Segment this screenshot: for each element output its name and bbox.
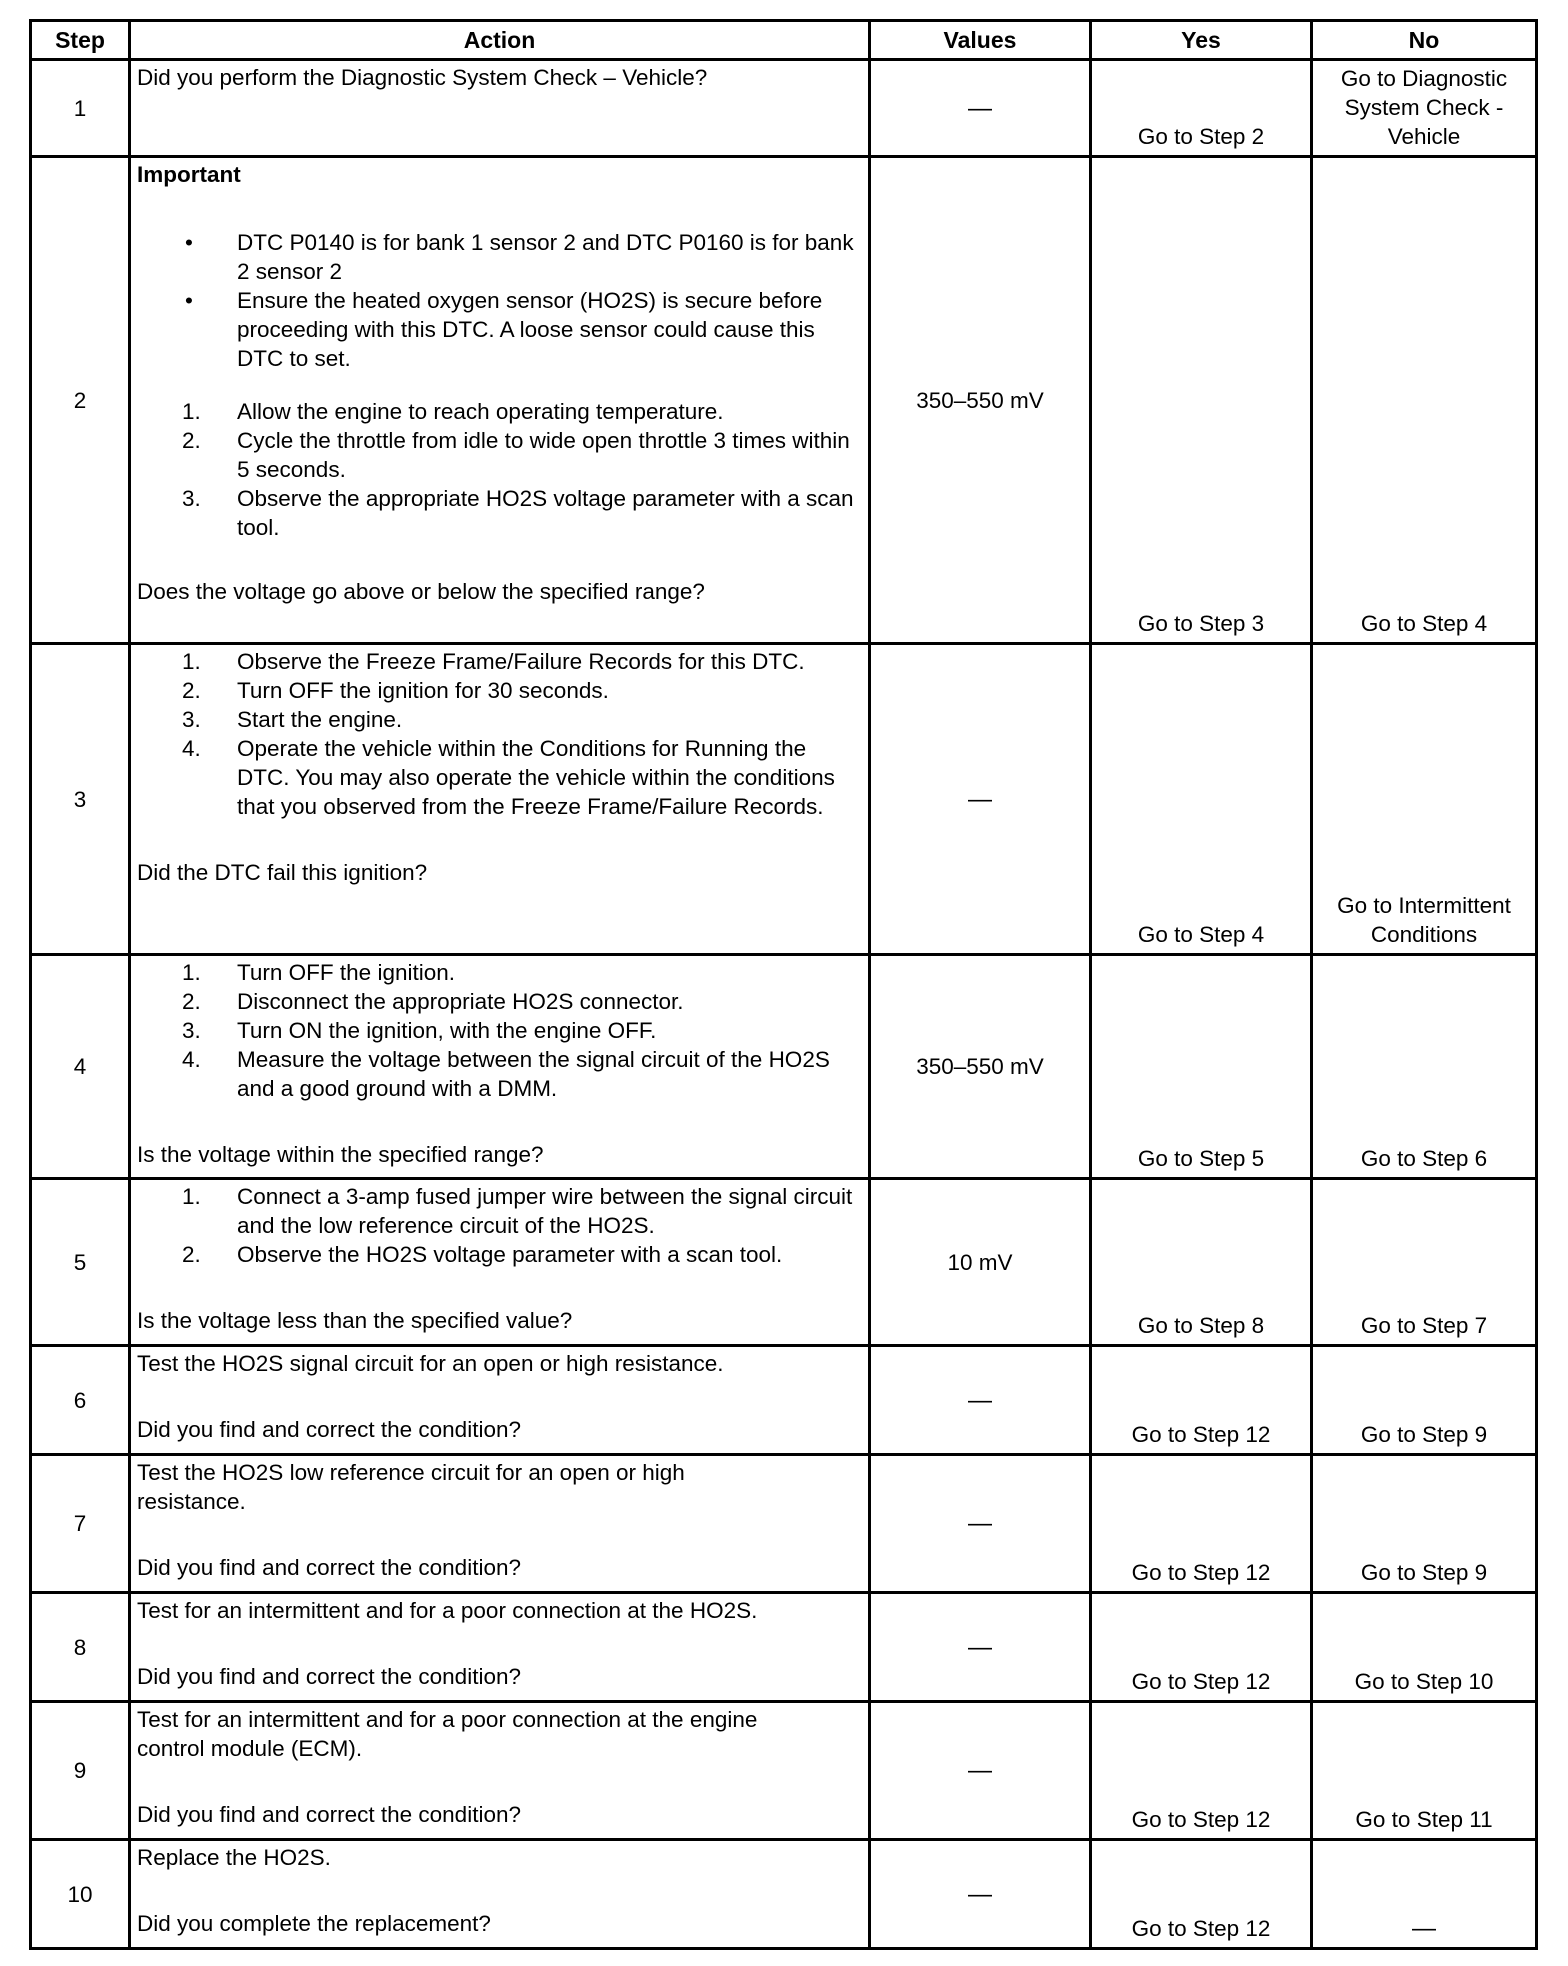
- yes-cell: Go to Step 8: [1091, 1179, 1312, 1346]
- no-cell: Go to Step 11: [1312, 1702, 1537, 1840]
- value-cell: —: [870, 1840, 1091, 1949]
- no-cell: Go to Step 10: [1312, 1593, 1537, 1702]
- action-cell: [130, 60, 870, 157]
- table-row: [31, 1840, 1537, 1949]
- value-cell: —: [870, 1593, 1091, 1702]
- yes-cell: Go to Step 12: [1091, 1840, 1312, 1949]
- no-cell: Go to Step 7: [1312, 1179, 1537, 1346]
- important-heading: Important: [137, 162, 241, 187]
- action-cell: [130, 1455, 870, 1593]
- no-cell: Go to Step 9: [1312, 1455, 1537, 1593]
- header-step: Step: [31, 21, 130, 60]
- list-item: 4. Operate the vehicle within the Conditions for Running the DTC. You may also operate the vehicle within the conditions that you observed from the Freeze Frame/Failure Records.: [182, 736, 835, 819]
- action-text: Replace the HO2S.: [137, 1845, 331, 1870]
- table-row: [31, 1702, 1537, 1840]
- step-number: 8: [31, 1593, 130, 1702]
- yes-cell: Go to Step 2: [1091, 60, 1312, 157]
- question-text: Did you find and correct the condition?: [137, 1664, 521, 1689]
- yes-cell: Go to Step 5: [1091, 955, 1312, 1179]
- list-item: • DTC P0140 is for bank 1 sensor 2 and DTC P0160 is for bank 2 sensor 2: [185, 230, 854, 284]
- value-cell: 10 mV: [870, 1179, 1091, 1346]
- action-text: Did you perform the Diagnostic System Check – Vehicle?: [137, 65, 708, 90]
- list-item: 3. Observe the appropriate HO2S voltage parameter with a scan tool.: [182, 486, 854, 540]
- no-cell: Go to Intermittent Conditions: [1312, 644, 1537, 955]
- action-cell: [130, 1840, 870, 1949]
- question-text: Is the voltage less than the specified value?: [137, 1308, 573, 1333]
- yes-cell: Go to Step 4: [1091, 644, 1312, 955]
- action-text: Test the HO2S low reference circuit for an open or high resistance.: [137, 1460, 685, 1514]
- table-row: [31, 1455, 1537, 1593]
- procedure-list: [137, 958, 862, 1103]
- question-text: Is the voltage within the specified range?: [137, 1142, 544, 1167]
- step-number: 6: [31, 1346, 130, 1455]
- header-no: No: [1312, 21, 1537, 60]
- table-row: [31, 1593, 1537, 1702]
- action-cell: [130, 1179, 870, 1346]
- question-text: Does the voltage go above or below the specified range?: [137, 579, 705, 604]
- procedure-list: [137, 1182, 862, 1269]
- action-cell: [130, 157, 870, 644]
- step-number: 5: [31, 1179, 130, 1346]
- header-row: [31, 21, 1537, 60]
- action-cell: [130, 955, 870, 1179]
- header-values: Values: [870, 21, 1091, 60]
- action-cell: [130, 1702, 870, 1840]
- no-cell: Go to Step 9: [1312, 1346, 1537, 1455]
- table-row: [31, 1179, 1537, 1346]
- list-item: 1. Connect a 3-amp fused jumper wire between the signal circuit and the low reference circuit of the HO2S.: [182, 1184, 853, 1238]
- list-item: 2. Turn OFF the ignition for 30 seconds.: [182, 678, 609, 703]
- list-item: 2. Disconnect the appropriate HO2S connector.: [182, 989, 684, 1014]
- step-number: 4: [31, 955, 130, 1179]
- list-item: • Ensure the heated oxygen sensor (HO2S) is secure before proceeding with this DTC. A loose sensor could cause this DTC to set.: [185, 288, 823, 371]
- question-text: Did you find and correct the condition?: [137, 1417, 521, 1442]
- yes-cell: Go to Step 12: [1091, 1593, 1312, 1702]
- action-text: Test the HO2S signal circuit for an open or high resistance.: [137, 1351, 724, 1376]
- value-cell: —: [870, 644, 1091, 955]
- header-action: Action: [130, 21, 870, 60]
- action-cell: [130, 644, 870, 955]
- list-item: 3. Start the engine.: [182, 707, 403, 732]
- question-text: Did you find and correct the condition?: [137, 1555, 521, 1580]
- procedure-list: [137, 397, 862, 542]
- yes-cell: Go to Step 12: [1091, 1455, 1312, 1593]
- value-cell: —: [870, 1702, 1091, 1840]
- step-number: 9: [31, 1702, 130, 1840]
- value-cell: 350–550 mV: [870, 157, 1091, 644]
- list-item: 1. Observe the Freeze Frame/Failure Records for this DTC.: [182, 649, 805, 674]
- no-cell: Go to Step 6: [1312, 955, 1537, 1179]
- step-number: 1: [31, 60, 130, 157]
- table-row: [31, 60, 1537, 157]
- value-cell: 350–550 mV: [870, 955, 1091, 1179]
- no-cell: Go to Diagnostic System Check - Vehicle: [1312, 60, 1537, 157]
- procedure-list: [137, 647, 862, 821]
- action-cell: [130, 1346, 870, 1455]
- table-row: [31, 644, 1537, 955]
- list-item: 2. Cycle the throttle from idle to wide open throttle 3 times within 5 seconds.: [182, 428, 850, 482]
- step-number: 2: [31, 157, 130, 644]
- value-cell: —: [870, 60, 1091, 157]
- step-number: 10: [31, 1840, 130, 1949]
- important-bullets: [137, 228, 862, 373]
- action-text: Test for an intermittent and for a poor connection at the HO2S.: [137, 1598, 758, 1623]
- no-cell: —: [1312, 1840, 1537, 1949]
- question-text: Did the DTC fail this ignition?: [137, 860, 428, 885]
- yes-cell: Go to Step 3: [1091, 157, 1312, 644]
- action-text: Test for an intermittent and for a poor connection at the engine control module (ECM).: [137, 1707, 758, 1761]
- table-row: [31, 955, 1537, 1179]
- list-item: 3. Turn ON the ignition, with the engine OFF.: [182, 1018, 657, 1043]
- list-item: 1. Turn OFF the ignition.: [182, 960, 456, 985]
- list-item: 4. Measure the voltage between the signal circuit of the HO2S and a good ground with a DMM.: [182, 1047, 830, 1101]
- value-cell: —: [870, 1346, 1091, 1455]
- table-row: [31, 157, 1537, 644]
- question-text: Did you find and correct the condition?: [137, 1802, 521, 1827]
- header-yes: Yes: [1091, 21, 1312, 60]
- yes-cell: Go to Step 12: [1091, 1702, 1312, 1840]
- yes-cell: Go to Step 12: [1091, 1346, 1312, 1455]
- table-row: [31, 1346, 1537, 1455]
- diagnostic-table: [29, 19, 1538, 1950]
- question-text: Did you complete the replacement?: [137, 1911, 491, 1936]
- value-cell: —: [870, 1455, 1091, 1593]
- no-cell: Go to Step 4: [1312, 157, 1537, 644]
- list-item: 1. Allow the engine to reach operating temperature.: [182, 399, 724, 424]
- action-cell: [130, 1593, 870, 1702]
- list-item: 2. Observe the HO2S voltage parameter with a scan tool.: [182, 1242, 783, 1267]
- step-number: 7: [31, 1455, 130, 1593]
- step-number: 3: [31, 644, 130, 955]
